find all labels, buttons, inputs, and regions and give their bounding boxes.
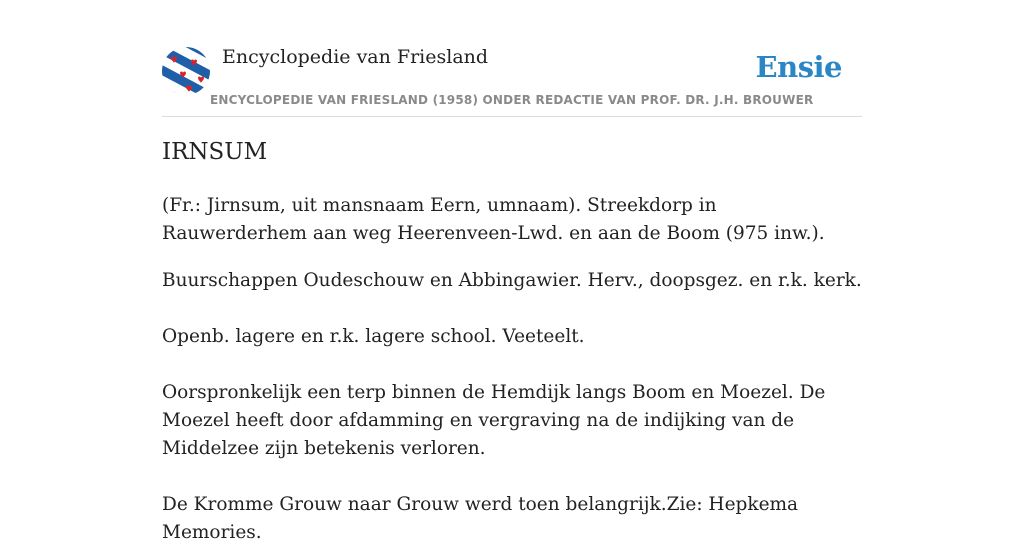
encyclopedia-subtitle: ENCYCLOPEDIE VAN FRIESLAND (1958) ONDER REDACTIE VAN PROF. DR. J.H. BROUWER [210,93,814,107]
site-header [162,44,862,117]
entry-paragraph: Buurschappen Oudeschouw en Abbingawier. Herv., doopsgez. en r.k. kerk. [162,270,862,291]
entry-body [162,192,862,547]
page [162,0,862,543]
entry-paragraph: Oorspronkelijk een terp binnen de Hemdijk langs Boom en Moezel. De Moezel heeft door afdamming en vergraving na de indijking van de Middelzee zijn betekenis verloren. [162,382,826,459]
entry-title: IRNSUM [162,139,268,165]
site-title[interactable]: Encyclopedie van Friesland [222,46,489,68]
entry-paragraph: (Fr.: Jirnsum, uit mansnaam Eern, umnaam). Streekdorp in Rauwerderhem aan weg Heerenveen-Lwd. en aan de Boom (975 inw.). [162,195,825,244]
frisian-flag-icon[interactable] [162,47,210,95]
brand-logo[interactable]: Ensie [755,50,842,84]
entry-paragraph: Openb. lagere en r.k. lagere school. Veeteelt. [162,326,585,347]
entry-paragraph: De Kromme Grouw naar Grouw werd toen belangrijk.Zie: Hepkema Memories. [162,494,799,543]
